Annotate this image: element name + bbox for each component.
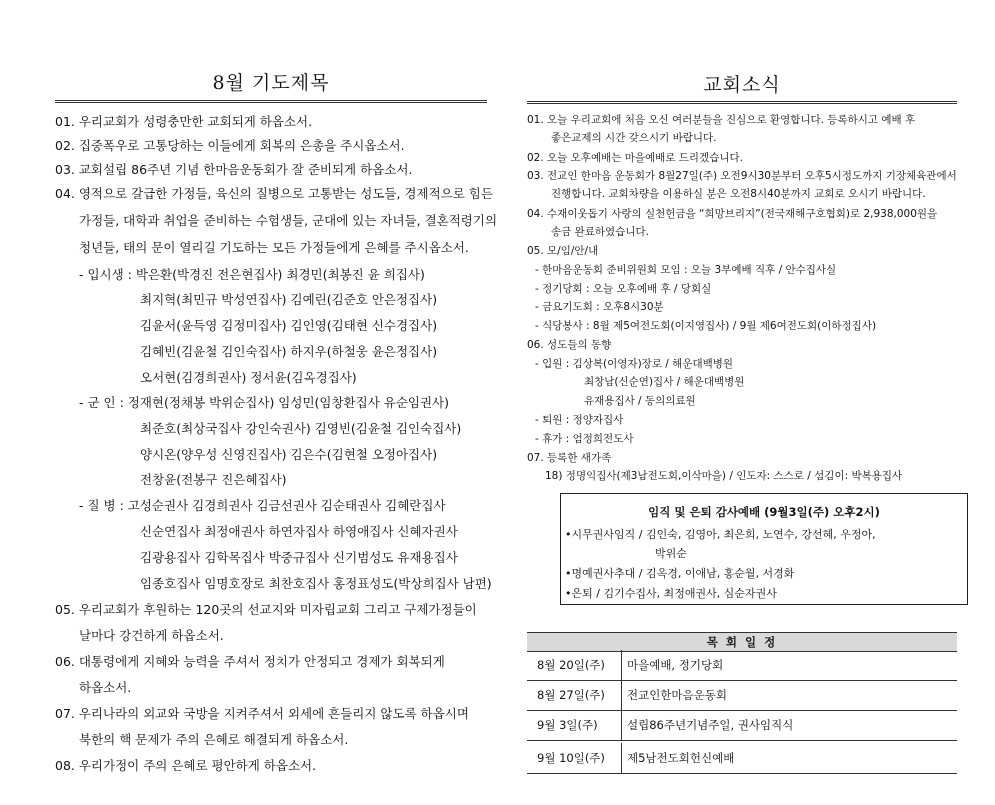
news-line: 07. 등록한 새가족 xyxy=(527,452,612,464)
prayer-line: - 군 인 : 정재현(정채봉 박위순집사) 임성민(임창환집사 유순임권사) xyxy=(79,395,449,410)
news-line: - 식당봉사 : 8월 제5여전도회(이지영집사) / 9월 제6여전도회(이하정집사) xyxy=(535,320,877,332)
news-line: 03. 전교인 한마음 운동회가 8월27일(주) 오전9시30분부터 오후5시정도까지 기장체육관에서 xyxy=(527,170,957,182)
prayer-line: 04. 영적으로 갈급한 가정들, 육신의 질병으로 고통받는 성도들, 경제적으로 힘든 xyxy=(55,186,493,201)
prayer-line: 신순연집사 최정애권사 하연자집사 하영애집사 신혜자권사 xyxy=(140,524,458,539)
prayer-line: 02. 집중폭우로 고통당하는 이들에게 회복의 은총을 주시옵소서. xyxy=(55,138,405,153)
ordination-line: •명예권사추대 / 김옥경, 이애남, 홍순월, 서경화 xyxy=(565,567,795,580)
ordination-line: 박위순 xyxy=(655,547,687,560)
prayer-line: 06. 대통령에게 지혜와 능력을 주셔서 정치가 안정되고 경제가 회복되게 xyxy=(55,654,445,669)
prayer-line: 김광용집사 김학목집사 박중규집사 신기범성도 유재용집사 xyxy=(140,550,458,565)
prayer-line: - 입시생 : 박은환(박경진 전은현집사) 최경민(최봉진 윤 희집사) xyxy=(79,267,425,282)
ordination-service-box xyxy=(560,493,968,605)
schedule-event: 설립86주년기념주일, 권사임직식 xyxy=(627,718,794,732)
prayer-line: 최준호(최상국집사 강인숙권사) 김영빈(김윤철 김인숙집사) xyxy=(140,421,462,436)
prayer-topics-title: 8월 기도제목 xyxy=(212,72,330,94)
news-line: - 휴가 : 엄정희전도사 xyxy=(535,433,634,445)
news-line: 02. 오늘 오후예배는 마을예배로 드리겠습니다. xyxy=(527,152,743,164)
news-line: 최창남(신순연)집사 / 해운대백병원 xyxy=(584,376,745,388)
prayer-line: 07. 우리나라의 외교와 국방을 지켜주셔서 외세에 흔들리지 않도록 하옵시며 xyxy=(55,706,469,721)
prayer-line: 김혜빈(김윤철 김인숙집사) 하지우(하철웅 윤은정집사) xyxy=(140,344,438,359)
prayer-line: 김윤서(윤득영 김정미집사) 김인영(김태현 신수경집사) xyxy=(140,318,438,333)
ordination-service-title: 임직 및 은퇴 감사예배 (9월3일(주) 오후2시) xyxy=(648,505,880,519)
title-divider xyxy=(527,101,957,104)
news-line: 진행합니다. 교회차량을 이용하실 분은 오전8시40분까지 교회로 오시기 바랍니다. xyxy=(551,188,926,200)
prayer-line: 양시온(양우성 신영진집사) 김은수(김현철 오정아집사) xyxy=(140,447,438,462)
schedule-row xyxy=(527,680,957,711)
prayer-line: 날마다 강건하게 하옵소서. xyxy=(79,628,224,643)
prayer-line: - 질 병 : 고성순권사 김경희권사 김금선권사 김순태권사 김혜란집사 xyxy=(79,498,446,513)
prayer-line: 하옵소서. xyxy=(79,680,132,695)
news-line: - 입원 : 김상복(이영자)장로 / 해운대백병원 xyxy=(535,358,734,370)
schedule-header: 목 회 일 정 xyxy=(527,632,957,652)
news-line: - 금요기도회 : 오후8시30분 xyxy=(535,301,664,313)
news-line: 01. 오늘 우리교회에 처음 오신 여러분들을 진심으로 환영합니다. 등록하시고 예배 후 xyxy=(527,114,916,126)
news-line: - 퇴원 : 정양자집사 xyxy=(535,414,624,426)
schedule-row xyxy=(527,743,957,774)
ordination-line: •은퇴 / 김기수집사, 최정애권사, 심순자권사 xyxy=(565,587,777,600)
prayer-line: 임종호집사 임명호장로 최찬호집사 홍정표성도(박상희집사 남편) xyxy=(140,576,492,591)
schedule-date: 9월 3일(주) xyxy=(527,710,622,740)
news-line: 18) 정명익집사(제3남전도회,이삭마을) / 인도자: 스스로 / 섬김이: 박복용집사 xyxy=(545,470,903,482)
prayer-line: 오서현(김경희권사) 정서윤(김옥경집사) xyxy=(140,370,357,385)
news-line: 송금 완료하였습니다. xyxy=(551,226,649,238)
news-line: 05. 모/임/안/내 xyxy=(527,245,599,257)
prayer-line: 최지혁(최민규 박성연집사) 김예린(김준호 안은정집사) xyxy=(140,292,438,307)
news-line: 좋은교제의 시간 갖으시기 바랍니다. xyxy=(551,132,717,144)
schedule-date: 9월 10일(주) xyxy=(527,743,622,773)
prayer-line: 03. 교회설립 86주년 기념 한마음운동회가 잘 준비되게 하옵소서. xyxy=(55,162,413,177)
news-line: - 정기당회 : 오늘 오후예배 후 / 당회실 xyxy=(535,283,712,295)
prayer-line: 전창윤(전봉구 진은혜집사) xyxy=(140,472,287,487)
news-line: 06. 성도들의 동향 xyxy=(527,339,612,351)
church-news-title: 교회소식 xyxy=(703,74,781,96)
news-line: - 한마음운동회 준비위원회 모임 : 오늘 3부예배 직후 / 안수집사실 xyxy=(535,264,837,276)
prayer-line: 08. 우리가정이 주의 은혜로 평안하게 하옵소서. xyxy=(55,758,317,773)
prayer-line: 05. 우리교회가 후원하는 120곳의 선교지와 미자립교회 그리고 구제가정들이 xyxy=(55,602,477,617)
schedule-date: 8월 27일(주) xyxy=(527,680,622,710)
prayer-line: 01. 우리교회가 성령충만한 교회되게 하옵소서. xyxy=(55,114,313,129)
schedule-row xyxy=(527,650,957,681)
news-line: 04. 수재이웃돕기 사랑의 실천헌금을 “희망브리지”(전국재해구호협회)로 2,938,000원을 xyxy=(527,208,938,220)
schedule-event: 제5남전도회헌신예배 xyxy=(627,751,735,765)
schedule-date: 8월 20일(주) xyxy=(527,650,622,680)
schedule-event: 전교인한마음운동회 xyxy=(627,688,727,702)
news-line: 유재용집사 / 동의의료원 xyxy=(584,395,696,407)
title-divider xyxy=(55,100,487,103)
prayer-line: 북한의 핵 문제가 주의 은혜로 해결되게 하옵소서. xyxy=(79,732,349,747)
schedule-row xyxy=(527,710,957,741)
prayer-line: 가정들, 대학과 취업을 준비하는 수험생들, 군대에 있는 자녀들, 결혼적령기의 xyxy=(79,213,498,228)
schedule-event: 마을예배, 정기당회 xyxy=(627,658,724,672)
prayer-line: 청년들, 태의 문이 열리길 기도하는 모든 가정들에게 은혜를 주시옵소서. xyxy=(79,240,469,255)
ordination-line: •시무권사임직 / 김인숙, 김영아, 최은희, 노연수, 강선혜, 우정아, xyxy=(565,528,876,541)
